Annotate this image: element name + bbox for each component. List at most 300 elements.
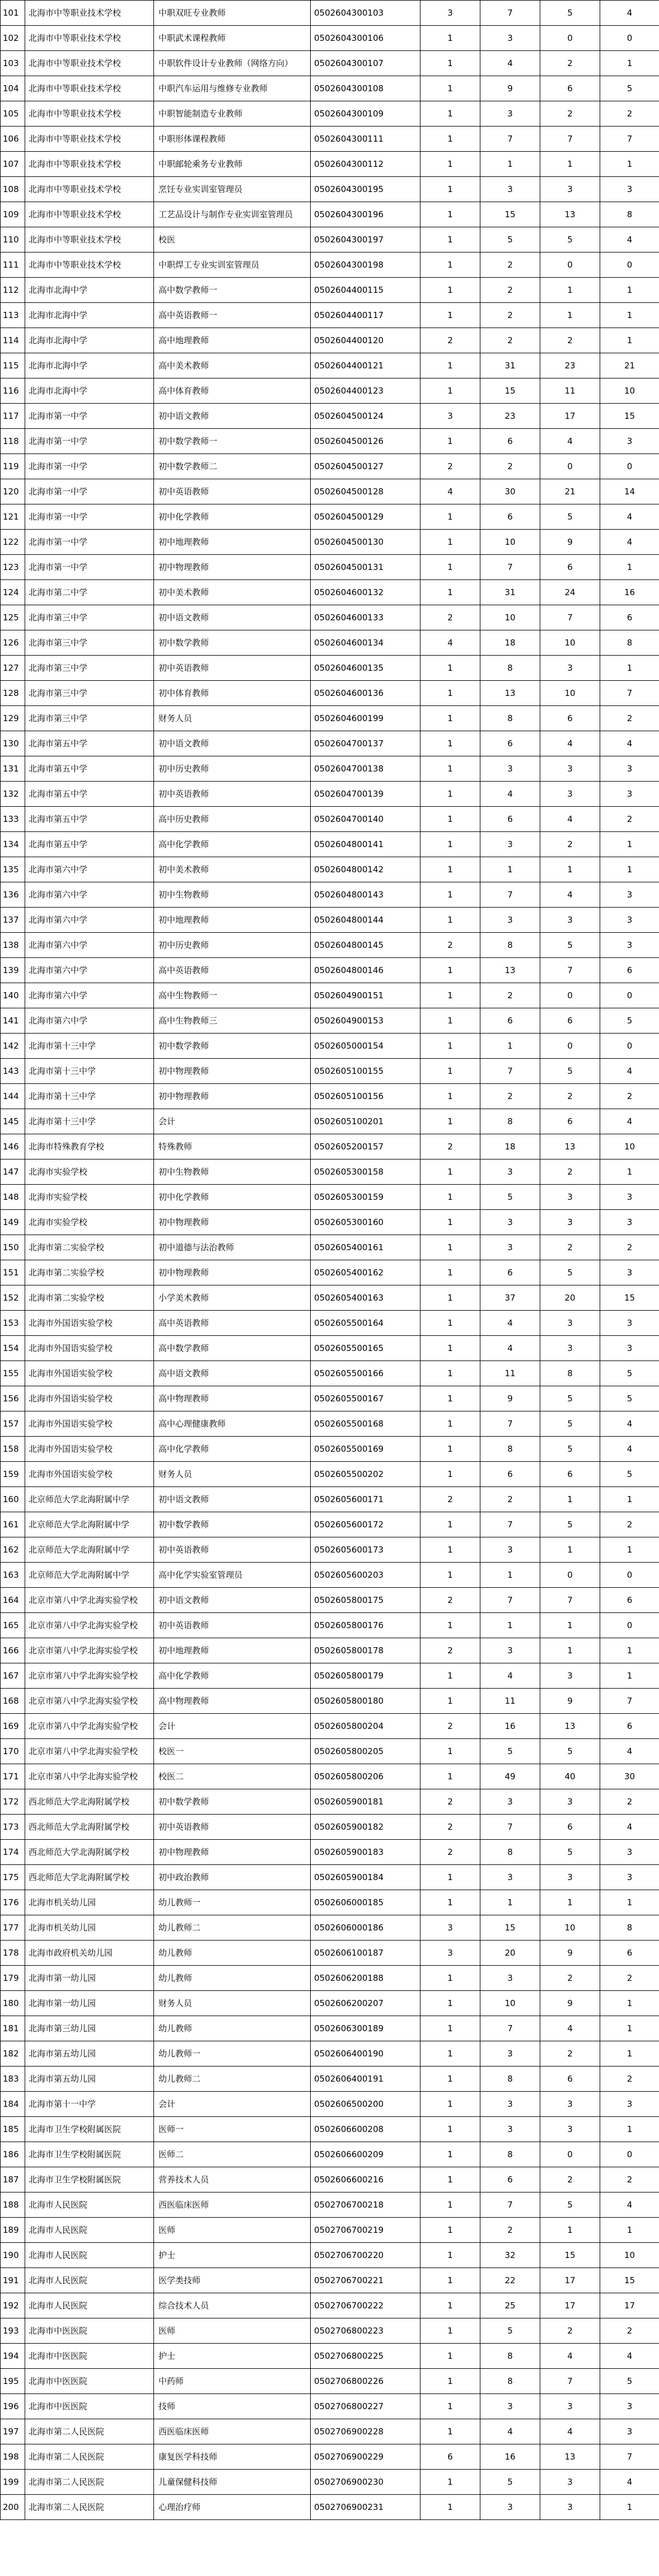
cell-unit-name: 北海市实验学校 xyxy=(25,1160,154,1185)
cell-position-name: 高中体育教师 xyxy=(154,378,311,404)
cell-position-code: 0502706800226 xyxy=(311,2369,420,2394)
cell-unit-name: 北海市人民医院 xyxy=(25,2192,154,2218)
cell-row-number: 174 xyxy=(1,1840,25,1865)
cell-position-name: 医师一 xyxy=(154,2117,311,2142)
cell-row-number: 103 xyxy=(1,51,25,76)
cell-row-number: 132 xyxy=(1,782,25,807)
cell-applicants: 10 xyxy=(480,605,540,630)
cell-paid: 4 xyxy=(600,1739,659,1764)
cell-paid: 15 xyxy=(600,404,659,429)
cell-applicants: 31 xyxy=(480,580,540,605)
cell-paid: 3 xyxy=(600,908,659,933)
table-row xyxy=(1,1815,659,1840)
table-row xyxy=(1,1160,659,1185)
cell-applicants: 4 xyxy=(480,1336,540,1361)
cell-unit-name: 北海市中等职业技术学校 xyxy=(25,253,154,278)
cell-position-name: 初中语文教师 xyxy=(154,1487,311,1512)
cell-quota: 1 xyxy=(420,504,480,530)
cell-qualified: 3 xyxy=(540,2495,600,2520)
cell-applicants: 2 xyxy=(480,278,540,303)
cell-quota: 1 xyxy=(420,2218,480,2243)
cell-paid: 0 xyxy=(600,1613,659,1638)
cell-paid: 3 xyxy=(600,756,659,782)
cell-paid: 2 xyxy=(600,101,659,127)
cell-position-name: 财务人员 xyxy=(154,706,311,731)
cell-row-number: 155 xyxy=(1,1361,25,1386)
cell-applicants: 2 xyxy=(480,983,540,1008)
cell-applicants: 10 xyxy=(480,1991,540,2016)
cell-qualified: 10 xyxy=(540,630,600,656)
cell-paid: 1 xyxy=(600,2218,659,2243)
cell-applicants: 7 xyxy=(480,1815,540,1840)
cell-unit-name: 北海市第一中学 xyxy=(25,504,154,530)
cell-row-number: 173 xyxy=(1,1815,25,1840)
cell-quota: 1 xyxy=(420,1512,480,1537)
cell-paid: 2 xyxy=(600,1789,659,1815)
table-row xyxy=(1,1437,659,1462)
table-row xyxy=(1,404,659,429)
cell-qualified: 1 xyxy=(540,1638,600,1663)
cell-applicants: 8 xyxy=(480,1840,540,1865)
cell-row-number: 190 xyxy=(1,2243,25,2268)
cell-qualified: 3 xyxy=(540,177,600,202)
cell-position-code: 0502604500127 xyxy=(311,454,420,479)
cell-paid: 17 xyxy=(600,2293,659,2318)
cell-position-name: 西医临床医师 xyxy=(154,2192,311,2218)
cell-paid: 6 xyxy=(600,1714,659,1739)
cell-applicants: 8 xyxy=(480,2067,540,2092)
cell-applicants: 7 xyxy=(480,882,540,908)
cell-qualified: 4 xyxy=(540,2344,600,2369)
cell-unit-name: 北海市第五幼儿园 xyxy=(25,2041,154,2067)
cell-position-name: 中职邮轮乘务专业教师 xyxy=(154,152,311,177)
cell-qualified: 5 xyxy=(540,1437,600,1462)
cell-qualified: 3 xyxy=(540,2394,600,2419)
cell-applicants: 6 xyxy=(480,1008,540,1034)
cell-paid: 1 xyxy=(600,2041,659,2067)
table-row xyxy=(1,782,659,807)
cell-quota: 1 xyxy=(420,1285,480,1311)
cell-applicants: 6 xyxy=(480,429,540,454)
cell-row-number: 167 xyxy=(1,1663,25,1689)
cell-paid: 3 xyxy=(600,882,659,908)
cell-position-code: 0502605900181 xyxy=(311,1789,420,1815)
cell-qualified: 1 xyxy=(540,857,600,882)
cell-applicants: 7 xyxy=(480,555,540,580)
cell-row-number: 196 xyxy=(1,2394,25,2419)
cell-unit-name: 北京市第八中学北海实验学校 xyxy=(25,1613,154,1638)
cell-paid: 7 xyxy=(600,2444,659,2470)
cell-qualified: 3 xyxy=(540,1210,600,1235)
table-row xyxy=(1,908,659,933)
cell-position-code: 0502605500167 xyxy=(311,1386,420,1411)
cell-position-code: 0502604600133 xyxy=(311,605,420,630)
cell-row-number: 162 xyxy=(1,1537,25,1563)
cell-qualified: 8 xyxy=(540,1361,600,1386)
cell-paid: 0 xyxy=(600,2142,659,2167)
cell-paid: 6 xyxy=(600,605,659,630)
cell-position-code: 0502605600171 xyxy=(311,1487,420,1512)
cell-position-name: 幼儿教师 xyxy=(154,1941,311,1966)
cell-row-number: 129 xyxy=(1,706,25,731)
cell-position-name: 财务人员 xyxy=(154,1991,311,2016)
cell-row-number: 152 xyxy=(1,1285,25,1311)
cell-position-name: 高中生物教师一 xyxy=(154,983,311,1008)
cell-unit-name: 北海市第一中学 xyxy=(25,404,154,429)
cell-unit-name: 北海市第六中学 xyxy=(25,983,154,1008)
cell-qualified: 0 xyxy=(540,253,600,278)
cell-qualified: 23 xyxy=(540,353,600,378)
cell-applicants: 1 xyxy=(480,152,540,177)
cell-quota: 1 xyxy=(420,278,480,303)
cell-qualified: 4 xyxy=(540,2016,600,2041)
cell-row-number: 101 xyxy=(1,1,25,26)
cell-position-code: 0502605300160 xyxy=(311,1210,420,1235)
cell-paid: 15 xyxy=(600,2268,659,2293)
cell-quota: 4 xyxy=(420,479,480,504)
cell-row-number: 114 xyxy=(1,328,25,353)
cell-position-name: 初中数学教师二 xyxy=(154,454,311,479)
cell-qualified: 9 xyxy=(540,1689,600,1714)
cell-applicants: 1 xyxy=(480,1563,540,1588)
cell-unit-name: 北海市第六中学 xyxy=(25,857,154,882)
table-row xyxy=(1,504,659,530)
cell-row-number: 183 xyxy=(1,2067,25,2092)
cell-quota: 1 xyxy=(420,1311,480,1336)
cell-applicants: 3 xyxy=(480,756,540,782)
table-row xyxy=(1,1059,659,1084)
table-row xyxy=(1,1537,659,1563)
table-row xyxy=(1,127,659,152)
cell-unit-name: 北京师范大学北海附属中学 xyxy=(25,1537,154,1563)
table-row xyxy=(1,51,659,76)
cell-applicants: 22 xyxy=(480,2268,540,2293)
cell-qualified: 5 xyxy=(540,933,600,958)
cell-row-number: 111 xyxy=(1,253,25,278)
cell-qualified: 3 xyxy=(540,1311,600,1336)
cell-unit-name: 北海市卫生学校附属医院 xyxy=(25,2167,154,2192)
cell-quota: 1 xyxy=(420,807,480,832)
cell-unit-name: 西北师范大学北海附属学校 xyxy=(25,1865,154,1890)
cell-unit-name: 北海市第三中学 xyxy=(25,681,154,706)
cell-row-number: 160 xyxy=(1,1487,25,1512)
table-row xyxy=(1,1563,659,1588)
cell-quota: 1 xyxy=(420,2167,480,2192)
table-row xyxy=(1,1034,659,1059)
cell-position-code: 0502606600208 xyxy=(311,2117,420,2142)
cell-applicants: 6 xyxy=(480,504,540,530)
cell-quota: 1 xyxy=(420,2344,480,2369)
cell-row-number: 113 xyxy=(1,303,25,328)
cell-paid: 3 xyxy=(600,1840,659,1865)
cell-qualified: 6 xyxy=(540,2067,600,2092)
cell-qualified: 13 xyxy=(540,1714,600,1739)
cell-unit-name: 北海市中等职业技术学校 xyxy=(25,51,154,76)
table-row xyxy=(1,1588,659,1613)
cell-paid: 3 xyxy=(600,1260,659,1285)
cell-quota: 1 xyxy=(420,731,480,756)
cell-position-name: 初中数学教师一 xyxy=(154,429,311,454)
cell-unit-name: 北海市外国语实验学校 xyxy=(25,1437,154,1462)
cell-applicants: 8 xyxy=(480,2344,540,2369)
cell-paid: 3 xyxy=(600,1865,659,1890)
cell-row-number: 158 xyxy=(1,1437,25,1462)
cell-qualified: 2 xyxy=(540,2167,600,2192)
cell-unit-name: 北海市第三中学 xyxy=(25,706,154,731)
table-row xyxy=(1,1311,659,1336)
cell-applicants: 37 xyxy=(480,1285,540,1311)
table-row xyxy=(1,1966,659,1991)
cell-quota: 1 xyxy=(420,1260,480,1285)
cell-qualified: 3 xyxy=(540,908,600,933)
table-row xyxy=(1,2369,659,2394)
cell-unit-name: 北海市第一中学 xyxy=(25,429,154,454)
cell-position-code: 0502605500166 xyxy=(311,1361,420,1386)
cell-unit-name: 北海市人民医院 xyxy=(25,2293,154,2318)
cell-unit-name: 北海市第二实验学校 xyxy=(25,1260,154,1285)
table-row xyxy=(1,1260,659,1285)
cell-unit-name: 北海市中医医院 xyxy=(25,2344,154,2369)
cell-position-name: 西医临床医师 xyxy=(154,2419,311,2444)
table-row xyxy=(1,1235,659,1260)
cell-unit-name: 北海市外国语实验学校 xyxy=(25,1462,154,1487)
cell-qualified: 4 xyxy=(540,807,600,832)
cell-applicants: 2 xyxy=(480,253,540,278)
cell-position-name: 护士 xyxy=(154,2243,311,2268)
cell-qualified: 6 xyxy=(540,1008,600,1034)
cell-paid: 2 xyxy=(600,2067,659,2092)
cell-applicants: 7 xyxy=(480,2192,540,2218)
cell-unit-name: 北京市第八中学北海实验学校 xyxy=(25,1663,154,1689)
cell-quota: 1 xyxy=(420,1537,480,1563)
cell-row-number: 141 xyxy=(1,1008,25,1034)
cell-quota: 3 xyxy=(420,1941,480,1966)
cell-row-number: 139 xyxy=(1,958,25,983)
cell-position-code: 0502605500202 xyxy=(311,1462,420,1487)
cell-quota: 1 xyxy=(420,1185,480,1210)
cell-quota: 1 xyxy=(420,2268,480,2293)
cell-quota: 1 xyxy=(420,1563,480,1588)
cell-applicants: 5 xyxy=(480,227,540,253)
cell-qualified: 5 xyxy=(540,2192,600,2218)
cell-applicants: 18 xyxy=(480,630,540,656)
cell-paid: 2 xyxy=(600,1235,659,1260)
cell-row-number: 166 xyxy=(1,1638,25,1663)
cell-paid: 4 xyxy=(600,530,659,555)
cell-row-number: 110 xyxy=(1,227,25,253)
cell-position-name: 特殊教师 xyxy=(154,1134,311,1160)
cell-quota: 1 xyxy=(420,1084,480,1109)
table-row xyxy=(1,353,659,378)
cell-paid: 1 xyxy=(600,1890,659,1915)
cell-position-name: 初中物理教师 xyxy=(154,1260,311,1285)
cell-unit-name: 北海市第一中学 xyxy=(25,530,154,555)
cell-position-name: 初中语文教师 xyxy=(154,404,311,429)
cell-row-number: 151 xyxy=(1,1260,25,1285)
table-row xyxy=(1,1185,659,1210)
cell-row-number: 120 xyxy=(1,479,25,504)
cell-applicants: 7 xyxy=(480,1588,540,1613)
cell-paid: 3 xyxy=(600,1210,659,1235)
cell-qualified: 5 xyxy=(540,1739,600,1764)
cell-paid: 1 xyxy=(600,2016,659,2041)
cell-applicants: 3 xyxy=(480,1210,540,1235)
table-row xyxy=(1,1764,659,1789)
cell-unit-name: 北海市中等职业技术学校 xyxy=(25,1,154,26)
cell-position-name: 初中化学教师 xyxy=(154,1185,311,1210)
cell-applicants: 3 xyxy=(480,1966,540,1991)
cell-row-number: 105 xyxy=(1,101,25,127)
cell-row-number: 137 xyxy=(1,908,25,933)
cell-quota: 1 xyxy=(420,2394,480,2419)
cell-position-code: 0502604400117 xyxy=(311,303,420,328)
cell-qualified: 3 xyxy=(540,1185,600,1210)
cell-applicants: 3 xyxy=(480,908,540,933)
cell-paid: 1 xyxy=(600,832,659,857)
cell-applicants: 3 xyxy=(480,177,540,202)
cell-quota: 1 xyxy=(420,2067,480,2092)
cell-qualified: 5 xyxy=(540,1411,600,1437)
cell-position-code: 0502706700218 xyxy=(311,2192,420,2218)
cell-row-number: 170 xyxy=(1,1739,25,1764)
cell-qualified: 4 xyxy=(540,882,600,908)
cell-row-number: 131 xyxy=(1,756,25,782)
cell-qualified: 7 xyxy=(540,605,600,630)
cell-applicants: 16 xyxy=(480,1714,540,1739)
cell-paid: 4 xyxy=(600,2192,659,2218)
cell-paid: 1 xyxy=(600,51,659,76)
cell-paid: 3 xyxy=(600,1336,659,1361)
cell-row-number: 191 xyxy=(1,2268,25,2293)
cell-paid: 2 xyxy=(600,807,659,832)
cell-position-code: 0502606500200 xyxy=(311,2092,420,2117)
cell-position-name: 校医 xyxy=(154,227,311,253)
cell-qualified: 1 xyxy=(540,2218,600,2243)
cell-quota: 1 xyxy=(420,908,480,933)
cell-row-number: 116 xyxy=(1,378,25,404)
cell-applicants: 4 xyxy=(480,51,540,76)
table-row xyxy=(1,2117,659,2142)
cell-applicants: 8 xyxy=(480,1437,540,1462)
table-row xyxy=(1,2192,659,2218)
cell-unit-name: 北海市外国语实验学校 xyxy=(25,1361,154,1386)
cell-paid: 4 xyxy=(600,2470,659,2495)
cell-qualified: 3 xyxy=(540,2470,600,2495)
cell-paid: 4 xyxy=(600,1,659,26)
cell-position-code: 0502605800175 xyxy=(311,1588,420,1613)
cell-position-name: 高中生物教师三 xyxy=(154,1008,311,1034)
cell-unit-name: 北海市第二人民医院 xyxy=(25,2495,154,2520)
cell-position-name: 高中历史教师 xyxy=(154,807,311,832)
table-row xyxy=(1,857,659,882)
cell-row-number: 185 xyxy=(1,2117,25,2142)
cell-applicants: 8 xyxy=(480,1109,540,1134)
cell-row-number: 102 xyxy=(1,26,25,51)
cell-paid: 3 xyxy=(600,2419,659,2444)
table-row xyxy=(1,152,659,177)
table-row xyxy=(1,328,659,353)
cell-row-number: 143 xyxy=(1,1059,25,1084)
cell-qualified: 1 xyxy=(540,278,600,303)
cell-paid: 1 xyxy=(600,2117,659,2142)
cell-unit-name: 北海市第二实验学校 xyxy=(25,1285,154,1311)
cell-quota: 1 xyxy=(420,378,480,404)
cell-position-name: 初中数学教师 xyxy=(154,1512,311,1537)
cell-position-name: 初中物理教师 xyxy=(154,1210,311,1235)
cell-quota: 3 xyxy=(420,1,480,26)
cell-paid: 0 xyxy=(600,253,659,278)
cell-position-name: 初中地理教师 xyxy=(154,1638,311,1663)
cell-unit-name: 北海市中等职业技术学校 xyxy=(25,127,154,152)
cell-row-number: 168 xyxy=(1,1689,25,1714)
cell-position-code: 0502605800205 xyxy=(311,1739,420,1764)
cell-position-code: 0502604300196 xyxy=(311,202,420,227)
cell-row-number: 180 xyxy=(1,1991,25,2016)
cell-qualified: 5 xyxy=(540,1260,600,1285)
cell-row-number: 140 xyxy=(1,983,25,1008)
cell-row-number: 112 xyxy=(1,278,25,303)
cell-row-number: 107 xyxy=(1,152,25,177)
cell-position-code: 0502606300189 xyxy=(311,2016,420,2041)
cell-position-name: 高中心理健康教师 xyxy=(154,1411,311,1437)
cell-unit-name: 北海市第十三中学 xyxy=(25,1059,154,1084)
table-row xyxy=(1,1689,659,1714)
cell-qualified: 3 xyxy=(540,782,600,807)
cell-unit-name: 北海市第一幼儿园 xyxy=(25,1991,154,2016)
table-row xyxy=(1,177,659,202)
cell-qualified: 6 xyxy=(540,1462,600,1487)
cell-position-code: 0502604900153 xyxy=(311,1008,420,1034)
cell-applicants: 4 xyxy=(480,782,540,807)
cell-position-code: 0502604400123 xyxy=(311,378,420,404)
cell-quota: 1 xyxy=(420,76,480,101)
cell-paid: 1 xyxy=(600,1663,659,1689)
cell-paid: 8 xyxy=(600,202,659,227)
cell-paid: 10 xyxy=(600,2243,659,2268)
cell-position-code: 0502604300112 xyxy=(311,152,420,177)
cell-position-code: 0502604900151 xyxy=(311,983,420,1008)
table-row xyxy=(1,630,659,656)
cell-quota: 6 xyxy=(420,2444,480,2470)
cell-position-name: 初中物理教师 xyxy=(154,555,311,580)
cell-position-code: 0502605600203 xyxy=(311,1563,420,1588)
cell-qualified: 40 xyxy=(540,1764,600,1789)
cell-position-name: 初中美术教师 xyxy=(154,857,311,882)
cell-position-code: 0502706800223 xyxy=(311,2318,420,2344)
cell-unit-name: 北海市外国语实验学校 xyxy=(25,1311,154,1336)
table-row xyxy=(1,1386,659,1411)
cell-quota: 1 xyxy=(420,1966,480,1991)
cell-qualified: 2 xyxy=(540,832,600,857)
cell-applicants: 20 xyxy=(480,1941,540,1966)
cell-quota: 1 xyxy=(420,983,480,1008)
cell-unit-name: 北海市中等职业技术学校 xyxy=(25,202,154,227)
cell-applicants: 7 xyxy=(480,1411,540,1437)
cell-row-number: 128 xyxy=(1,681,25,706)
cell-applicants: 9 xyxy=(480,1386,540,1411)
cell-applicants: 11 xyxy=(480,1689,540,1714)
cell-row-number: 108 xyxy=(1,177,25,202)
cell-position-code: 0502605800176 xyxy=(311,1613,420,1638)
cell-unit-name: 北海市第二人民医院 xyxy=(25,2470,154,2495)
cell-quota: 1 xyxy=(420,2369,480,2394)
cell-row-number: 189 xyxy=(1,2218,25,2243)
cell-quota: 1 xyxy=(420,1462,480,1487)
cell-qualified: 17 xyxy=(540,2293,600,2318)
cell-quota: 1 xyxy=(420,1008,480,1034)
cell-position-name: 初中政治教师 xyxy=(154,1865,311,1890)
cell-position-name: 小学美术教师 xyxy=(154,1285,311,1311)
